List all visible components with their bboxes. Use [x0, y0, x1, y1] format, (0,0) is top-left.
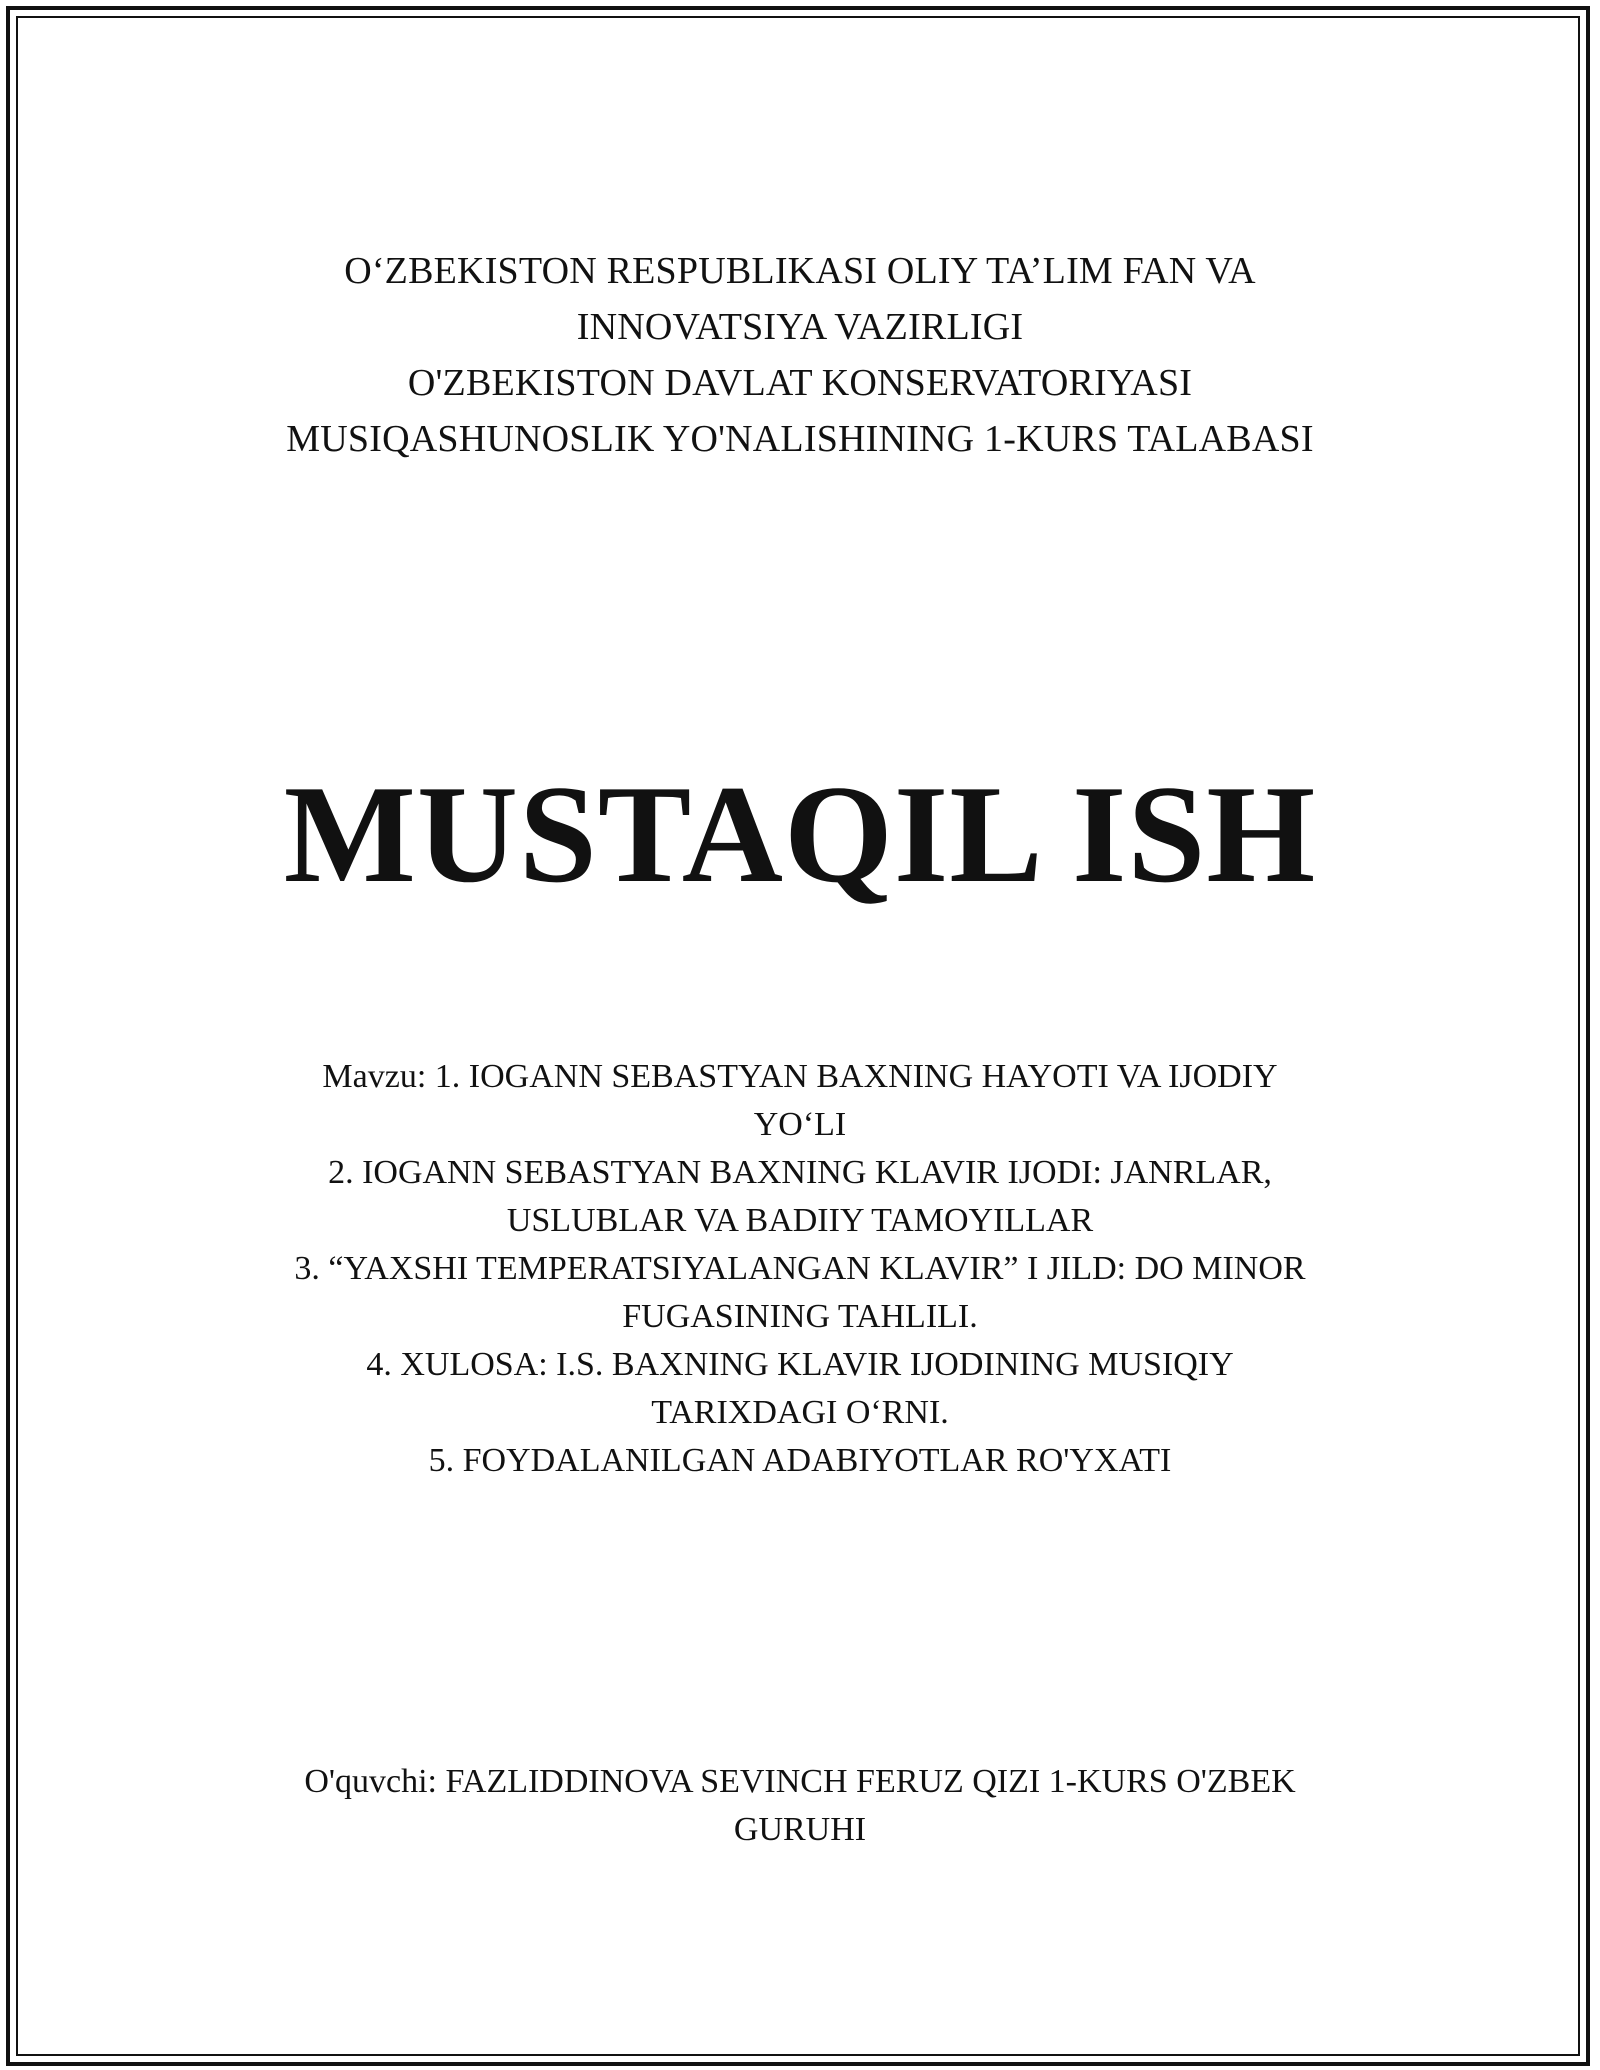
- topic-line: TARIXDAGI O‘RNI.: [651, 1394, 949, 1431]
- topic-line: FUGASINING TAHLILI.: [622, 1298, 978, 1335]
- topic-line: YO‘LI: [753, 1106, 847, 1143]
- student-info: [0, 1758, 1600, 1854]
- student-line: O'quvchi: FAZLIDDINOVA SEVINCH FERUZ QIZI 1-KURS O'ZBEK: [304, 1763, 1296, 1800]
- topic-line: 4. XULOSA: I.S. BAXNING KLAVIR IJODINING MUSIQIY: [366, 1346, 1234, 1383]
- topic-line: 2. IOGANN SEBASTYAN BAXNING KLAVIR IJODI: JANRLAR,: [328, 1154, 1272, 1191]
- student-line: GURUHI: [733, 1811, 867, 1848]
- topic-line: Mavzu: 1. IOGANN SEBASTYAN BAXNING HAYOTI VA IJODIY: [322, 1058, 1278, 1095]
- header-line: MUSIQASHUNOSLIK YO'NALISHINING 1-KURS TALABASI: [286, 418, 1314, 460]
- header-line: O‘ZBEKISTON RESPUBLIKASI OLIY TA’LIM FAN VA: [344, 250, 1256, 292]
- topic-line: USLUBLAR VA BADIIY TAMOYILLAR: [506, 1202, 1094, 1239]
- header-line: O'ZBEKISTON DAVLAT KONSERVATORIYASI: [407, 362, 1193, 404]
- topic-list: [0, 1053, 1600, 1485]
- document-title: MUSTAQIL ISH: [283, 757, 1317, 912]
- topic-line: 3. “YAXSHI TEMPERATSIYALANGAN KLAVIR” I JILD: DO MINOR: [294, 1250, 1306, 1287]
- topic-line: 5. FOYDALANILGAN ADABIYOTLAR RO'YXATI: [428, 1442, 1172, 1479]
- header-line: INNOVATSIYA VAZIRLIGI: [576, 306, 1024, 348]
- ministry-header: [0, 243, 1600, 467]
